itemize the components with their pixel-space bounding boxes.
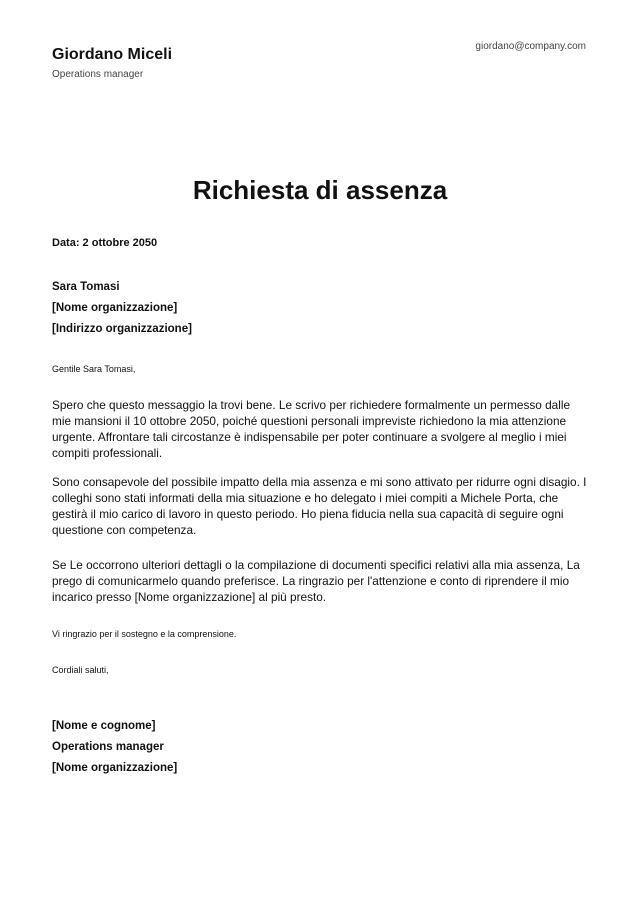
signature-organization: [Nome organizzazione] [52,762,178,774]
signature-role: Operations manager [52,741,164,753]
sender-email: giordano@company.com [475,41,586,52]
document-title: Richiesta di assenza [192,175,448,205]
body-paragraph-1: Spero che questo messaggio la trovi bene. Le scrivo per richiedere formalmente un permesso dalle mie mansioni il 10 ottobre 2050, poiché questioni personali impreviste richiedono la mia attenzione urgente. Affrontare tali circostanze è indispensabile per poter continuare a svolgere al meglio i miei compiti professionali. [52,398,571,460]
sender-name: Giordano Miceli [52,46,173,63]
recipient-organization: [Nome organizzazione] [52,302,178,314]
signature-block [52,719,177,782]
recipient-address: [Indirizzo organizzazione] [52,323,192,335]
date-line: Data: 2 ottobre 2050 [52,237,158,249]
salutation: Gentile Sara Tomasi, [52,364,136,374]
body-paragraph-3: Se Le occorrono ulteriori dettagli o la compilazione di documenti specifici relativi alla mia assenza, La prego di comunicarmelo quando preferisce. La ringrazio per l'attenzione e conto di riprendere il mio incarico presso [Nome organizzazione] al più presto. [52,558,580,604]
recipient-name: Sara Tomasi [52,281,120,293]
closing-line: Cordiali saluti, [52,665,109,675]
signature-name: [Nome e cognome] [52,720,156,732]
sender-role: Operations manager [52,69,144,80]
recipient-block [52,280,192,343]
body-paragraph-2: Sono consapevole del possibile impatto della mia assenza e mi sono attivato per ridurre ogni disagio. I colleghi sono stati informati della mia situazione e ho delegato i miei compiti a Michele Porta, che gestirà il mio carico di lavoro in questo periodo. Ho piena fiducia nella sua capacità di seguire ogni questione con competenza. [52,475,587,537]
thanks-line: Vi ringrazio per il sostegno e la comprensione. [52,629,237,639]
